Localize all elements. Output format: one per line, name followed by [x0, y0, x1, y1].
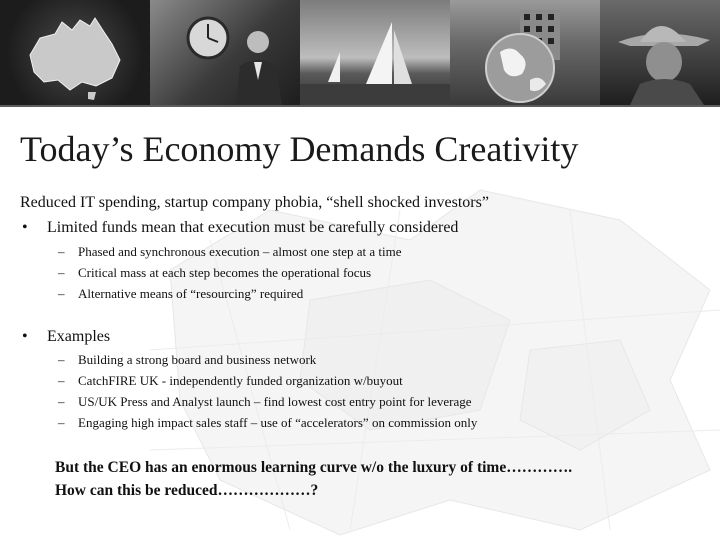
cowboy-icon [600, 0, 720, 105]
banner-photo-sailboats [300, 0, 450, 105]
bullet-text: Examples [47, 328, 111, 345]
sub-bullet-text: Alternative means of “resourcing” required [78, 286, 304, 301]
bullet-text: Limited funds mean that execution must be carefully considered [47, 219, 459, 236]
banner-divider [0, 105, 720, 107]
banner-photo-globe [450, 0, 600, 105]
banner-photo-australia [0, 0, 150, 105]
dash-glyph: – [58, 286, 65, 301]
sub-bullet-text: Phased and synchronous execution – almost one step at a time [78, 244, 402, 259]
sub-bullet-text: CatchFIRE UK - independently funded organization w/buyout [78, 373, 403, 388]
sailboats-icon [300, 0, 450, 105]
dash-glyph: – [58, 415, 65, 430]
globe-icon [450, 0, 600, 105]
dash-glyph: – [58, 352, 65, 367]
sub-bullet-text: Engaging high impact sales staff – use of “accelerators” on commission only [78, 415, 478, 430]
photo-banner [0, 0, 720, 105]
bullet-glyph: • [22, 328, 28, 345]
businessman-clock-icon [150, 0, 300, 105]
dash-glyph: – [58, 244, 65, 259]
intro-text: Reduced IT spending, startup company phobia, “shell shocked investors” [20, 194, 489, 211]
banner-photo-businessman [150, 0, 300, 105]
sub-bullet-text: Building a strong board and business network [78, 352, 317, 367]
dash-glyph: – [58, 394, 65, 409]
banner-photo-cowboy [600, 0, 720, 105]
australia-map-icon [0, 0, 150, 105]
closing-line: How can this be reduced………………? [55, 482, 319, 499]
dash-glyph: – [58, 265, 65, 280]
slide-title: Today’s Economy Demands Creativity [20, 129, 579, 169]
sub-bullet-text: US/UK Press and Analyst launch – find lowest cost entry point for leverage [78, 394, 472, 409]
closing-line: But the CEO has an enormous learning curve w/o the luxury of time…………. [55, 459, 573, 476]
bullet-glyph: • [22, 219, 28, 236]
sub-bullet-text: Critical mass at each step becomes the operational focus [78, 265, 372, 280]
dash-glyph: – [58, 373, 65, 388]
